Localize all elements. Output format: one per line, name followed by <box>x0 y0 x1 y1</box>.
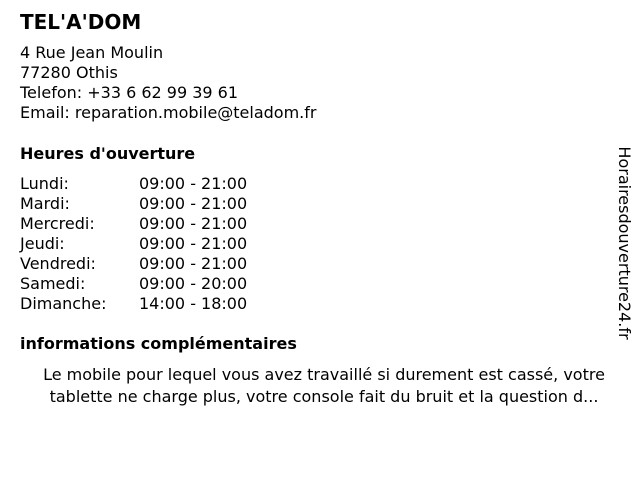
day-label: Vendredi: <box>20 254 96 273</box>
time-range: 09:00 - 21:00 <box>139 174 248 193</box>
business-description <box>12 364 636 408</box>
time-range: 09:00 - 21:00 <box>139 214 248 233</box>
day-label: Mardi: <box>20 194 70 213</box>
description-line: tablette ne charge plus, votre console fait du bruit et la question d... <box>49 387 599 406</box>
hours-row-vendredi <box>20 254 280 274</box>
day-label: Samedi: <box>20 274 86 293</box>
day-label: Jeudi: <box>20 234 65 253</box>
additional-info-title: informations complémentaires <box>20 334 297 353</box>
opening-hours-title: Heures d'ouverture <box>20 144 196 163</box>
email-address: Email: reparation.mobile@teladom.fr <box>20 103 317 122</box>
description-line: Le mobile pour lequel vous avez travaillé si durement est cassé, votre <box>43 365 605 384</box>
phone-number: Telefon: +33 6 62 99 39 61 <box>20 83 239 102</box>
time-range: 09:00 - 21:00 <box>139 194 248 213</box>
hours-row-mercredi <box>20 214 280 234</box>
time-range: 09:00 - 20:00 <box>139 274 248 293</box>
hours-row-mardi <box>20 194 280 214</box>
hours-row-dimanche <box>20 294 280 314</box>
site-watermark: Horairesdouverture24.fr <box>615 146 634 340</box>
hours-row-samedi <box>20 274 280 294</box>
day-label: Mercredi: <box>20 214 95 233</box>
address-block <box>20 43 316 123</box>
day-label: Dimanche: <box>20 294 107 313</box>
hours-row-lundi <box>20 174 280 194</box>
time-range: 09:00 - 21:00 <box>139 234 248 253</box>
time-range: 14:00 - 18:00 <box>139 294 248 313</box>
postal-city: 77280 Othis <box>20 63 118 82</box>
day-label: Lundi: <box>20 174 69 193</box>
time-range: 09:00 - 21:00 <box>139 254 248 273</box>
business-name: TEL'A'DOM <box>20 10 142 34</box>
opening-hours-table <box>20 174 280 314</box>
hours-row-jeudi <box>20 234 280 254</box>
street-address: 4 Rue Jean Moulin <box>20 43 164 62</box>
